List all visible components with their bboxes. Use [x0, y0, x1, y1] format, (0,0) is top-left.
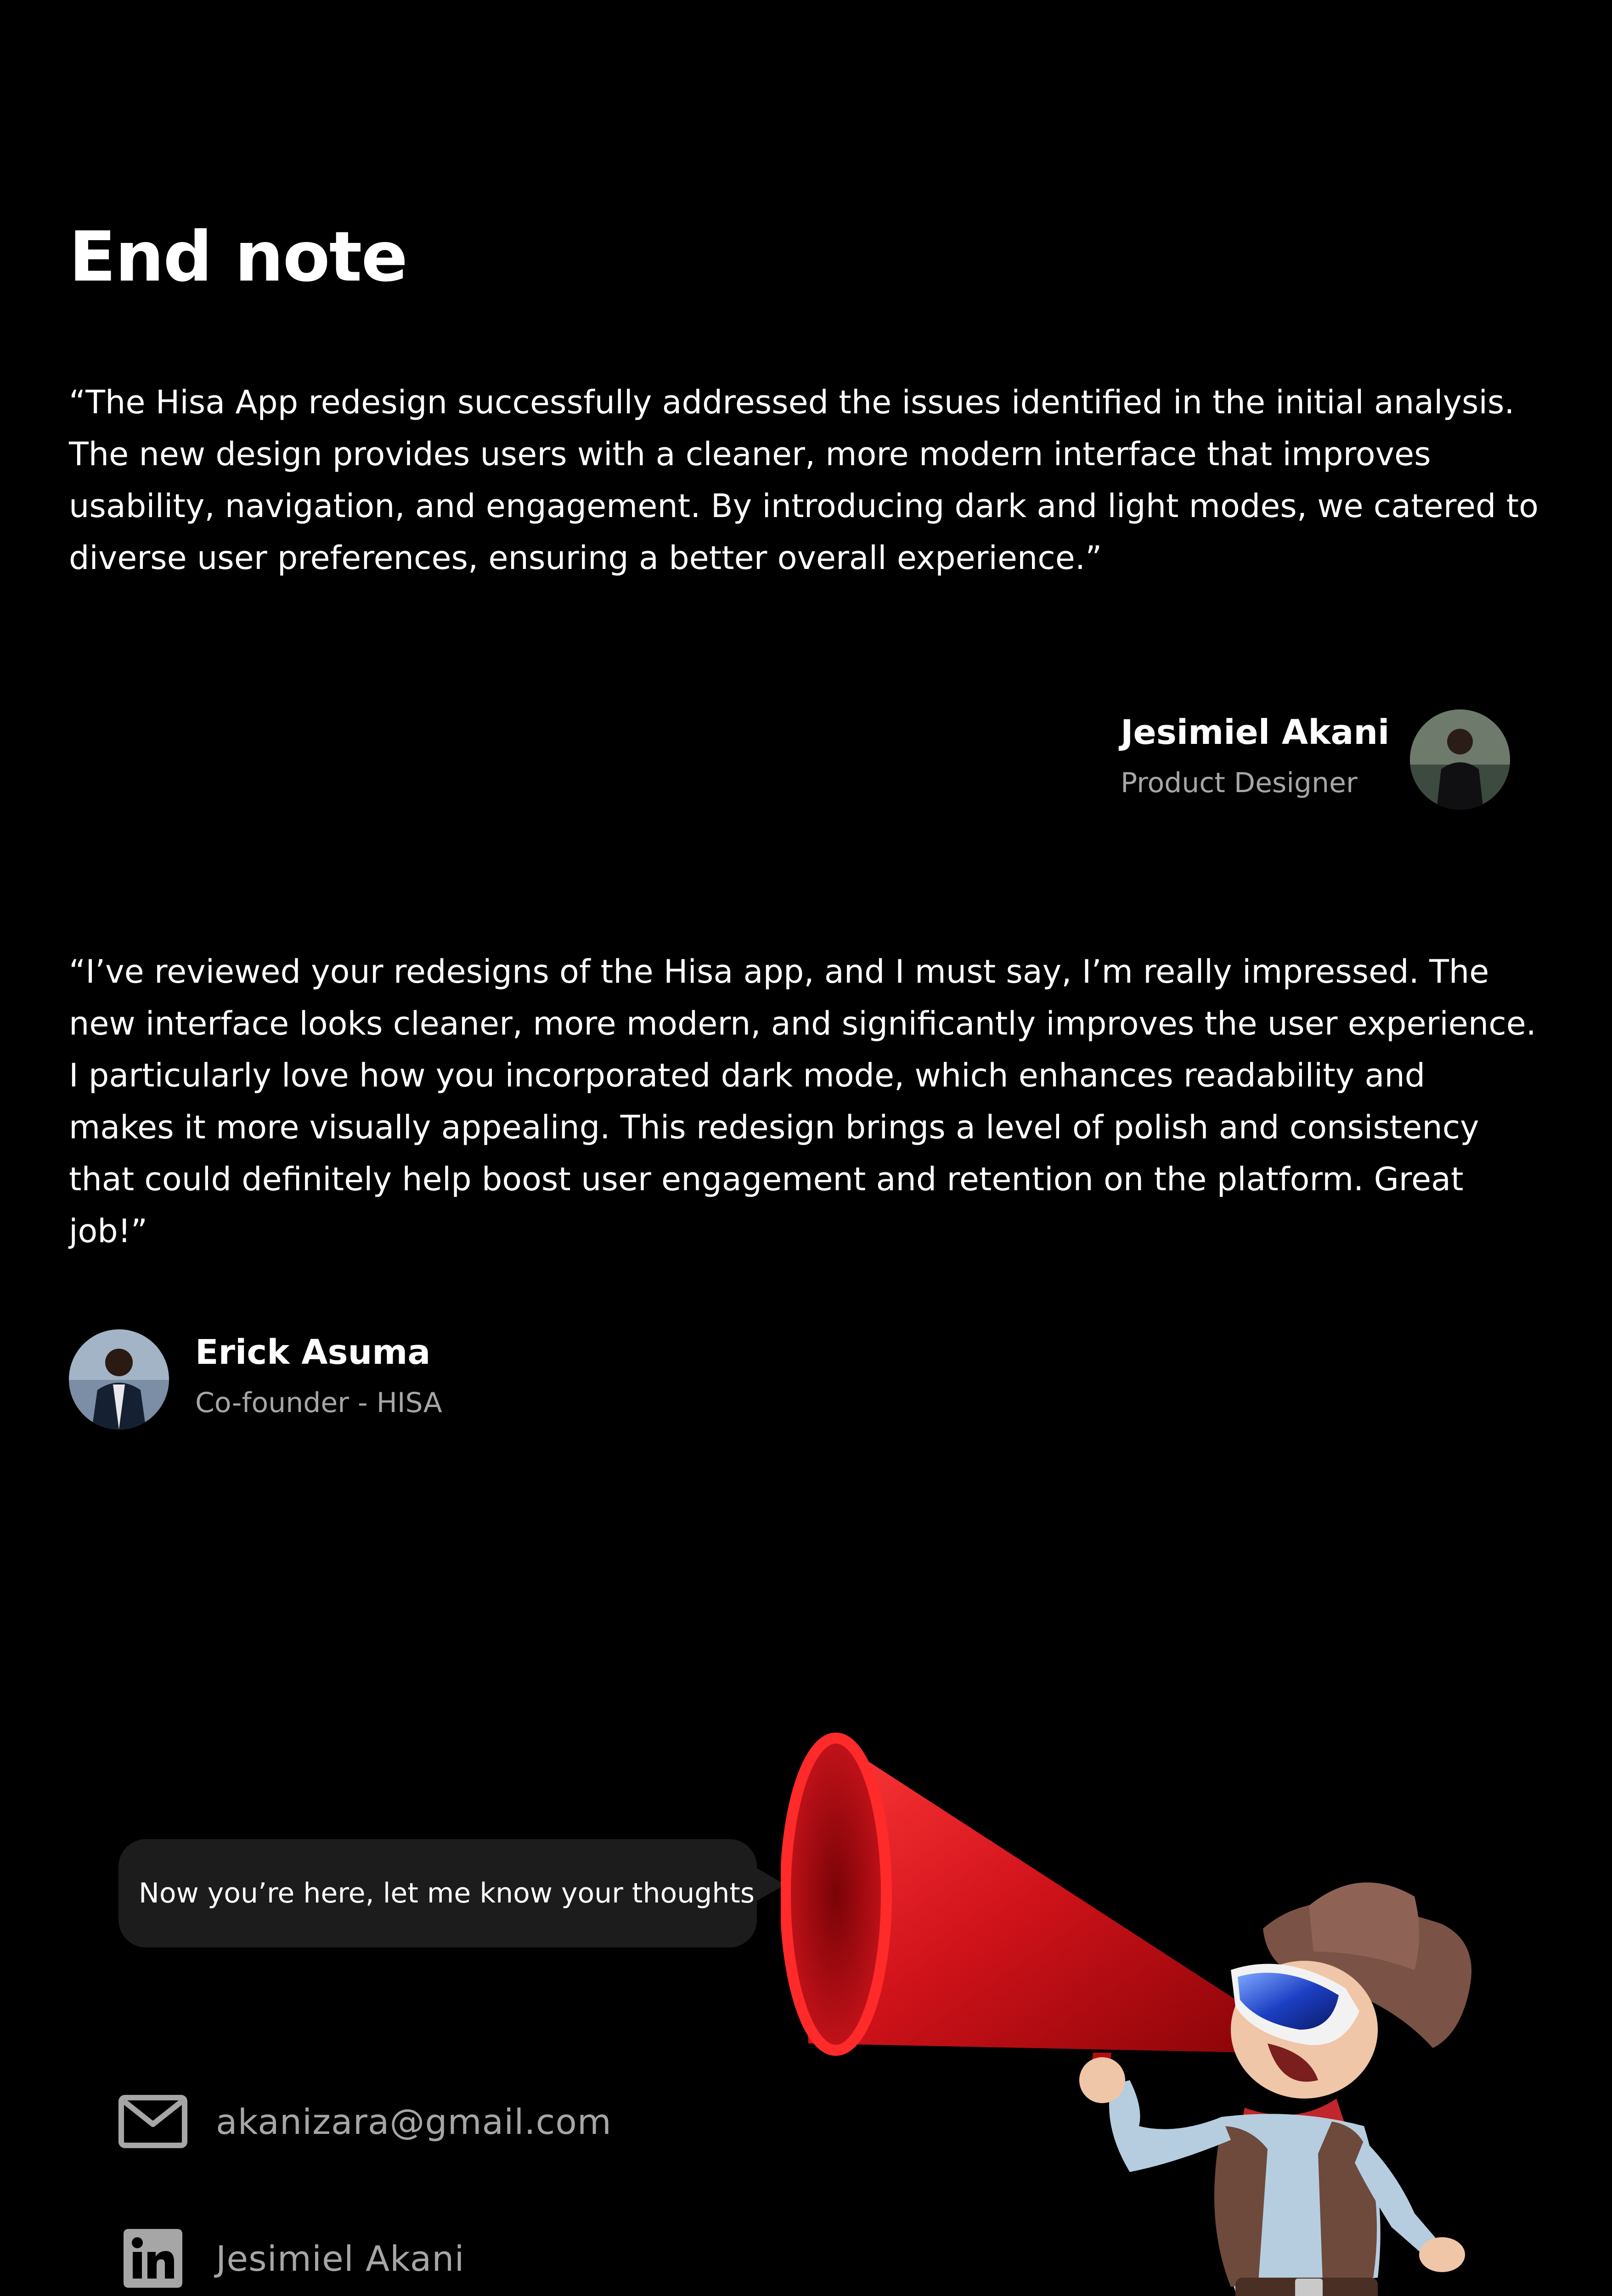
avatar-erick	[69, 1329, 169, 1429]
person-silhouette-icon	[69, 1329, 169, 1429]
author-block-cofounder	[195, 1329, 442, 1424]
speech-bubble-text: Now you’re here, let me know your thoughts	[139, 1877, 755, 1909]
speech-bubble	[118, 1839, 757, 1947]
author-name: Jesimiel Akani	[1121, 713, 1390, 752]
contact-linkedin-text: Jesimiel Akani	[216, 2238, 465, 2279]
author-role: Co-founder - HISA	[195, 1387, 442, 1419]
mail-icon	[118, 2092, 187, 2151]
contact-linkedin[interactable]	[118, 2228, 465, 2288]
megaphone-character-illustration	[781, 1713, 1516, 2296]
page-title: End note	[69, 217, 407, 297]
contact-email-text: akanizara@gmail.com	[216, 2101, 612, 2142]
person-silhouette-icon	[1410, 709, 1510, 810]
author-name: Erick Asuma	[195, 1333, 431, 1372]
linkedin-icon	[118, 2228, 187, 2288]
author-role: Product Designer	[1121, 767, 1358, 799]
testimonial-quote-designer: “The Hisa App redesign successfully addressed the issues identified in the initial analysis. The new design provides users with a cleaner, more modern interface that improves usability, navigation, and engagement. By introducing dark and light modes, we catered to diverse user preferences, ensuring a better overall experience.”	[69, 383, 1539, 577]
avatar-jesimiel	[1410, 709, 1510, 810]
testimonial-quote-cofounder: “I’ve reviewed your redesigns of the Hisa app, and I must say, I’m really impressed. The new interface looks cleaner, more modern, and significantly improves the user experience. I particularly love how you incorporated dark mode, which enhances readability and makes it more visually appealing. This redesign brings a level of polish and consistency that could definitely help boost user engagement and retention on the platform. Great job!”	[69, 953, 1537, 1250]
author-block-designer	[1121, 709, 1389, 804]
contact-email[interactable]	[118, 2092, 612, 2151]
